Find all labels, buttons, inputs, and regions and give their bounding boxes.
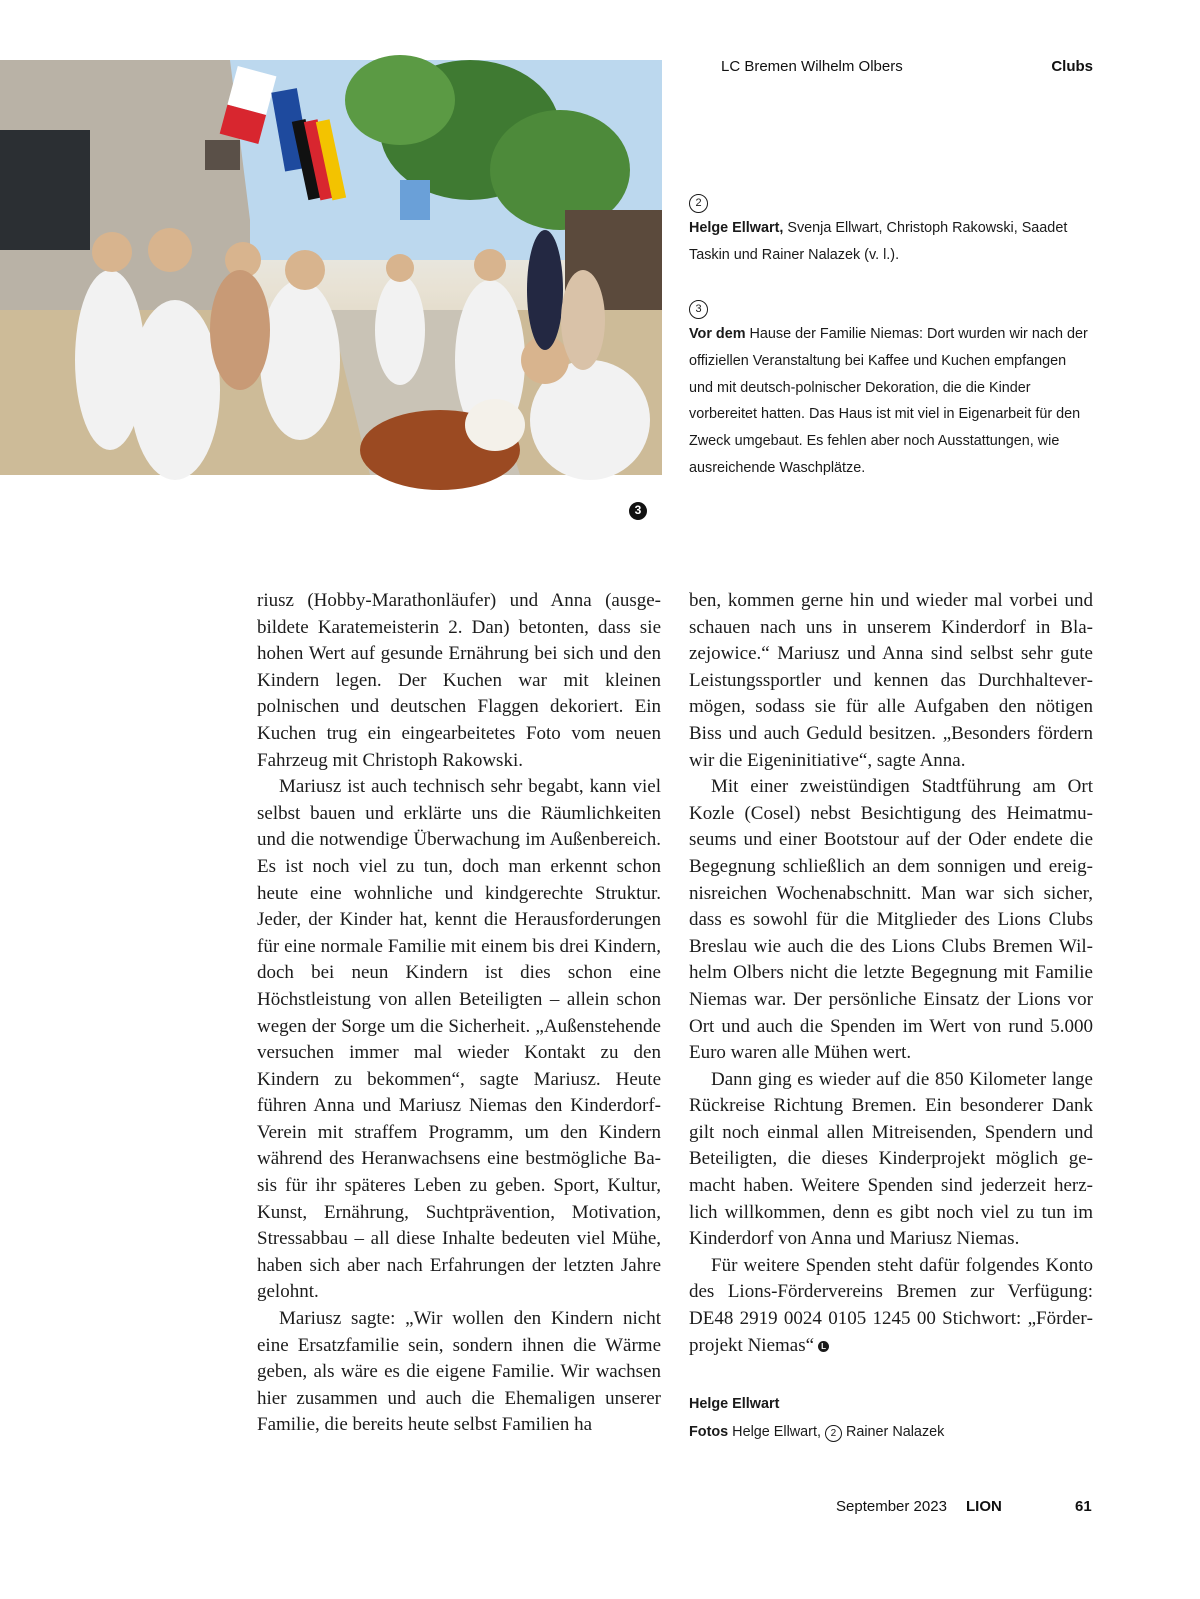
article-credits <box>689 1390 1094 1446</box>
footer-page-number: 61 <box>1075 1498 1092 1515</box>
caption-lead: Vor dem <box>689 326 746 342</box>
lions-end-mark-icon: L <box>818 1341 829 1352</box>
event-photo-illustration <box>0 60 662 475</box>
article-column-left <box>257 588 661 1439</box>
caption-number: 3 <box>689 300 708 319</box>
paragraph: ben, kommen gerne hin und wieder mal vorbei und schauen nach uns in unserem Kinderdorf in Blazejowice.“ Mariusz und Anna sind selbst sehr gute Leistungssportler und kennen das Durchhaltevermögen, sodass sie für alle Aufgaben den nötigen Biss und auch Geduld besitzen. „Besonders fördern wir die Eigeninitiative“, sagte Anna. <box>689 590 1093 771</box>
footer-issue-date: September 2023 <box>836 1498 947 1515</box>
photo-number-badge: 3 <box>628 501 648 521</box>
paragraph: riusz (Hobby-Marathonläufer) und Anna (ausgebildete Karatemeisterin 2. Dan) betonten, dass sie hohen Wert auf gesunde Ernährung bei sich und den Kindern legen. Der Kuchen war mit kleinen polnischen und deutschen Flaggen dekoriert. Ein Kuchen trug ein eingearbeitetes Foto vom neuen Fahrzeug mit Christoph Rakowski. <box>257 590 661 771</box>
caption-text: Hause der Familie Niemas: Dort wurden wir nach der offiziellen Veranstaltung bei Kaffee und Kuchen empfangen und mit deutsch-polnischer Dekoration, die die Kinder vorbereitet hatten. Das Haus ist mit viel in Eigenarbeit für den Zweck umgebaut. Es fehlen aber noch Ausstattungen, wie ausreichende Waschplätze. <box>689 326 1088 476</box>
caption-text: Svenja Ellwart, Christoph Rakowski, Saadet Taskin und Rainer Nalazek (v. l.). <box>689 220 1068 263</box>
photo-credits-rest: Rainer Nalazek <box>841 1424 945 1440</box>
photo-credits <box>689 1418 1094 1446</box>
event-photo <box>0 60 662 517</box>
paragraph: Mariusz ist auch technisch sehr begabt, kann viel selbst bauen und erklärte uns die Räumlichkeiten und die notwendige Überwachung im Außenbereich. Es ist noch viel zu tun, doch man erkennt schon heute eine wohnliche und kindgerechte Struktur. Jeder, der Kinder hat, kennt die Herausforderungen für eine normale Familie mit einem bis drei Kindern, doch bei neun Kindern ist dies schon eine Höchstleistung von allen Beteiligten – allein schon wegen der Sorge um die Sicherheit. „Außenstehende versuchen immer mal wieder Kontakt zu den Kindern zu bekommen“, sagte Mariusz. Heute führen Anna und Mariusz Niemas den Kinderdorf-Verein mit straffem Programm, um den Kindern während des Heranwachsens eine bestmögliche Basis für ihr späteres Leben zu geben. Sport, Kultur, Kunst, Ernährung, Suchtprävention, Motivation, Stressabbau – all diese Inhalte bedeuten viel Mühe, haben sich aber nach Erfahrungen der letzten Jahre gelohnt. <box>257 776 661 1303</box>
footer-magazine-name: LION <box>966 1498 1002 1515</box>
caption-number: 2 <box>689 194 708 213</box>
paragraph: Mariusz sagte: „Wir wollen den Kindern nicht eine Ersatzfamilie sein, sondern ihnen die Wärme geben, als wäre es die eigene Familie. Wir wachsen hier zusammen und auch die Ehemaligen unserer Familie, die bereits heute selbst Familien ha <box>257 1308 661 1436</box>
photo-caption-2 <box>689 194 1094 269</box>
article-column-right <box>689 588 1093 1359</box>
photo-credits-label: Fotos <box>689 1424 729 1440</box>
photo-credits-number: 2 <box>825 1425 842 1442</box>
paragraph: Dann ging es wieder auf die 850 Kilometer lange Rückreise Richtung Bremen. Ein besonderer Dank gilt noch einmal allen Mitreisenden, Spendern und Beteiligten, die dieses Kinderprojekt möglich gemacht haben. Weitere Spenden sind jederzeit herzlich willkommen, denn es gibt noch viel zu tun im Kinderdorf von Anna und Mariusz Niemas. <box>689 1068 1093 1250</box>
paragraph-final <box>689 1253 1093 1359</box>
caption-lead: Helge Ellwart, <box>689 220 784 236</box>
photo-credits-text: Helge Ellwart, <box>728 1424 825 1440</box>
header-section-label: Clubs <box>1051 58 1093 75</box>
paragraph: Mit einer zweistündigen Stadtführung am Ort Kozle (Cosel) nebst Besichtigung des Heimatmuseums und einer Bootstour auf der Oder endete die Begegnung schließlich an dem sonnigen und ereignisreichen Wochenabschnitt. Man war sich sicher, dass es sowohl für die Mitglieder des Lions Clubs Breslau wie auch die des Lions Clubs Bremen Wilhelm Olbers nicht die letzte Begegnung mit Familie Niemas war. Der persönliche Einsatz der Lions vor Ort und auch die Spenden im Wert von rund 5.000 Euro waren alle Mühen wert. <box>689 776 1093 1064</box>
author-name: Helge Ellwart <box>689 1396 780 1412</box>
paragraph-text: Für weitere Spenden steht dafür folgendes Konto des Lions-Fördervereins Bremen zur Verfügung: DE48 2919 0024 0105 1245 00 Stichwort: „Förderprojekt Niemas“ <box>689 1254 1093 1356</box>
header-club-name: LC Bremen Wilhelm Olbers <box>721 58 903 75</box>
photo-caption-3 <box>689 300 1094 482</box>
